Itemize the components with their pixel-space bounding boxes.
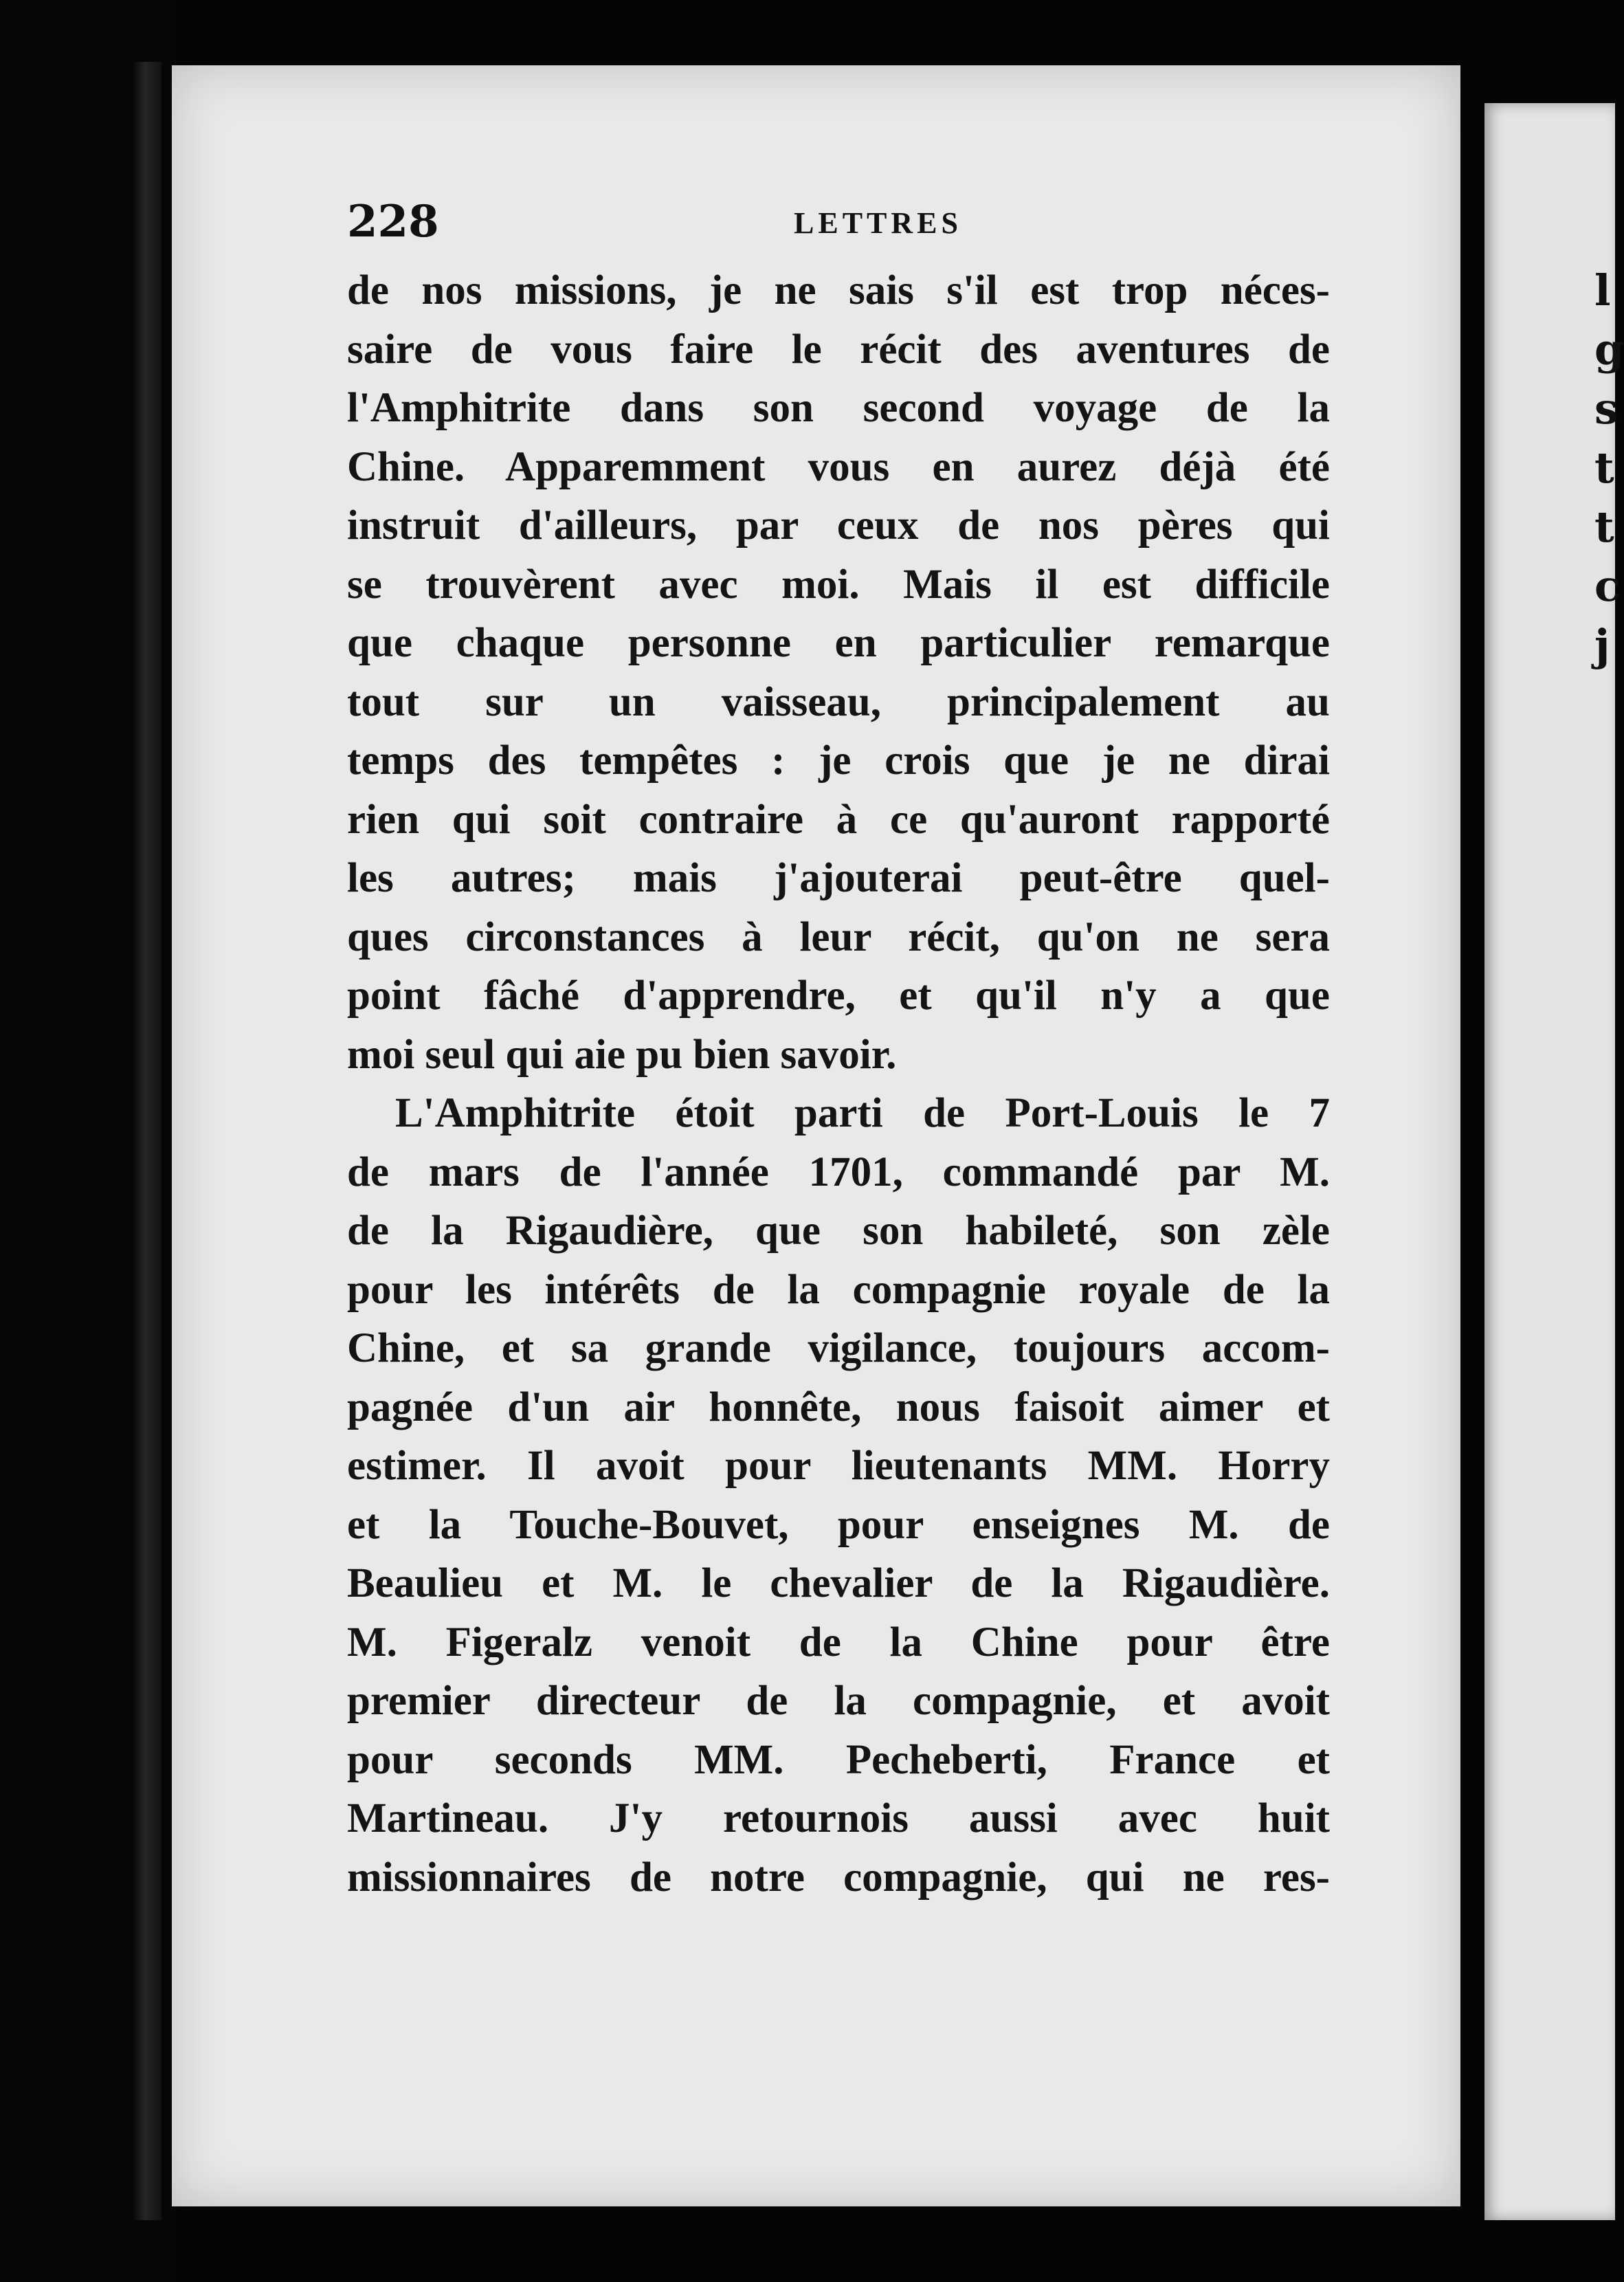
paragraph-2 xyxy=(347,1084,1330,1907)
running-title: LETTRES xyxy=(794,206,962,240)
text-line: se trouvèrent avec moi. Mais il est difficile xyxy=(347,561,1330,608)
text-line: point fâché d'apprendre, et qu'il n'y a que xyxy=(347,973,1330,1019)
book-spine-edge xyxy=(134,62,162,2220)
adjacent-page-glyphs xyxy=(1594,261,1624,675)
text-line: temps des tempêtes : je crois que je ne dirai xyxy=(347,738,1330,784)
text-line: saire de vous faire le récit des aventures de xyxy=(347,326,1330,373)
text-line: instruit d'ailleurs, par ceux de nos pères qui xyxy=(347,502,1330,549)
text-line: Chine. Apparemment vous en aurez déjà été xyxy=(347,443,1330,490)
text-line: rien qui soit contraire à ce qu'auront rapporté xyxy=(347,796,1330,843)
text-line: moi seul qui aie pu bien savoir. xyxy=(347,1031,897,1078)
text-line: premier directeur de la compagnie, et avoit xyxy=(347,1678,1330,1724)
body-text xyxy=(347,261,1330,1907)
text-line: pour les intérêts de la compagnie royale de la xyxy=(347,1266,1330,1313)
text-line: M. Figeralz venoit de la Chine pour être xyxy=(347,1619,1330,1665)
adjacent-page-glyph: t xyxy=(1594,443,1614,493)
paragraph-1 xyxy=(347,261,1330,1084)
text-line: Chine, et sa grande vigilance, toujours accom- xyxy=(347,1325,1330,1371)
text-line: de nos missions, je ne sais s'il est trop néces- xyxy=(347,267,1330,313)
text-line: de mars de l'année 1701, commandé par M. xyxy=(347,1149,1330,1195)
text-line: L'Amphitrite étoit parti de Port-Louis le 7 xyxy=(395,1090,1330,1136)
text-line: missionnaires de notre compagnie, qui ne res- xyxy=(347,1854,1330,1901)
page-number: 228 xyxy=(347,196,439,247)
adjacent-page-glyph: s xyxy=(1594,384,1619,434)
adjacent-page-glyph: l xyxy=(1594,265,1611,315)
text-line: ques circonstances à leur récit, qu'on ne sera xyxy=(347,913,1330,960)
text-line: l'Amphitrite dans son second voyage de la xyxy=(347,385,1330,431)
text-line: tout sur un vaisseau, principalement au xyxy=(347,678,1330,725)
text-line: que chaque personne en particulier remarque xyxy=(347,620,1330,666)
text-line: les autres; mais j'ajouterai peut-être quel- xyxy=(347,855,1330,901)
text-line: Beaulieu et M. le chevalier de la Rigaudière. xyxy=(347,1560,1330,1606)
adjacent-page-glyph: t xyxy=(1594,502,1614,552)
adjacent-page-glyph: c xyxy=(1594,561,1621,611)
text-line: Martineau. J'y retournois aussi avec huit xyxy=(347,1795,1330,1841)
adjacent-page-glyph: j xyxy=(1594,620,1610,670)
running-head xyxy=(347,196,1309,251)
text-line: pour seconds MM. Pecheberti, France et xyxy=(347,1736,1330,1783)
text-line: estimer. Il avoit pour lieutenants MM. Horry xyxy=(347,1443,1330,1489)
adjacent-page-glyph: g xyxy=(1594,324,1624,375)
text-line: et la Touche-Bouvet, pour enseignes M. de xyxy=(347,1501,1330,1548)
text-line: de la Rigaudière, que son habileté, son zèle xyxy=(347,1208,1330,1254)
text-line: pagnée d'un air honnête, nous faisoit aimer et xyxy=(347,1384,1330,1430)
